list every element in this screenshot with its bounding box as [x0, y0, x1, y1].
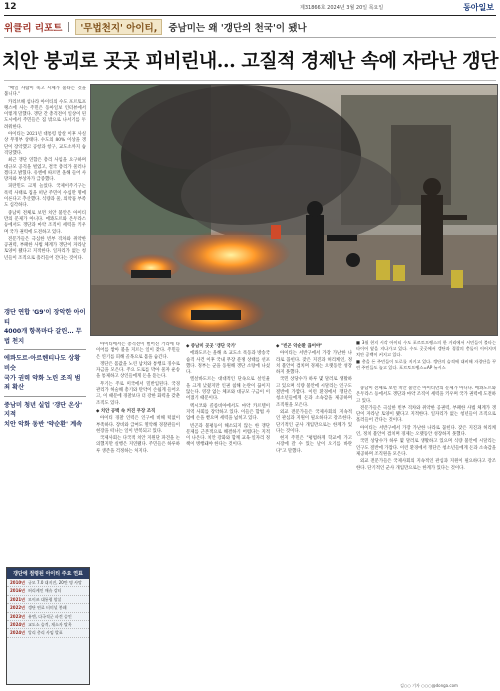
paragraph: 전문가들은 극심한 빈부 격차와 취약한 공권력, 부패한 사법 체계가 갱단이 자라날 토양이 됐다고 지적한다. 일자리가 없는 청년들이 조직으로 흘러들어 간다는 것이다.	[4, 236, 86, 261]
subheading: ◆ "빈곤 악순환 끊어야"	[276, 344, 323, 349]
timeline-year: 2024년	[10, 630, 25, 636]
paragraph: 국민 상당수가 하루 몇 달러로 생활하고 있으며 식량 불안에 시달리는 인구도 절반에 가깝다. 이런 환경에서 갱단은 청소년들에게 돈과 소속감을 제공하며 조직원을 모은다.	[356, 439, 496, 457]
timeline-event: 유엔, 다국적군 파견 승인	[28, 613, 72, 619]
timeline-row	[7, 579, 89, 587]
paragraph: 빈곤과 불평등이 해소되지 않는 한 갱단 문제를 근본적으로 해결하기 어렵다는 지적이 나온다. 치안 강화와 함께 교육·일자리 정책이 병행돼야 한다는 것이다.	[186, 423, 270, 448]
timeline-event: 앙리 총리 사임 발표	[28, 630, 63, 636]
paragraph: 엘살바도르는 대대적인 단속으로 살인율을 크게 낮췄지만 인권 침해 논란이 끊이지 않는다. 영장 없는 체포와 대규모 구금이 이어졌기 때문이다.	[186, 377, 270, 402]
paragraph: 피란민도 크게 늘었다. 국제이주기구는 폭력 사태로 집을 떠난 주민이 수십만 명에 이른다고 추산했다. 식량과 물, 의약품 부족도 심각하다.	[4, 184, 86, 209]
pull-quote-line: 국가 권력 약화 노린 조직 범죄 확산	[4, 374, 81, 392]
paragraph: 국민 상당수가 하루 몇 달러로 생활하고 있으며 식량 불안에 시달리는 인구도 절반에 가깝다. 이런 환경에서 갱단은 청소년들에게 돈과 소속감을 제공하며 조직원을 모은다.	[276, 377, 352, 408]
section-kicker	[4, 19, 496, 35]
paragraph: "매일 사람이 죽고 시체가 불타는 것을 봅니다."	[4, 86, 86, 98]
timeline-row	[7, 596, 89, 604]
issue-info: 제31866호 2024년 3월 20일 목요일	[300, 5, 384, 11]
headline-rule	[4, 80, 496, 81]
paragraph: 현지 주민은 "평범하게 학교에 가고 시장에 갈 수 있는 날이 오기를 바란다"고 말했다.	[276, 436, 352, 454]
timeline-year: 2010년	[10, 580, 25, 585]
paragraph: 중남미 전체로 보면 치안 불안은 아이티만의 문제가 아니다. 에콰도르와 온두라스 등에서도 갱단과 마약 조직이 세력을 키우며 국가 권력에 도전하고 있다.	[4, 210, 86, 235]
kicker-rule	[4, 37, 496, 38]
timeline-event: 규모 7.0 대지진, 20만 명 사망	[28, 580, 82, 585]
timeline-row	[7, 621, 89, 629]
paragraph: 외교 전문가들은 국제사회의 지속적인 관심과 지원이 필요하다고 강조한다. 단기적인 군사 개입만으로는 한계가 있다는 것이다.	[356, 459, 496, 471]
pull-quote	[4, 308, 86, 430]
timeline-list	[7, 579, 89, 638]
subheading: ◆ 치안 공백 속 커진 무장 조직	[96, 408, 156, 414]
paragraph: 외교 전문가들은 국제사회의 지속적인 관심과 지원이 필요하다고 강조한다. 단기적인 군사 개입만으로는 한계가 있다는 것이다.	[276, 409, 352, 434]
pull-quote-divider	[4, 396, 86, 397]
timeline-event: 갱단 연료 터미널 봉쇄	[28, 605, 67, 611]
page-number: 12	[4, 2, 17, 12]
paragraph: 에콰도르는 올해 초 교도소 폭동과 방송국 습격 사건 이후 국내 무장 분쟁 상태를 선포했다. 정부는 군을 동원해 갱단 소탕에 나섰다.	[186, 351, 270, 376]
page-header	[0, 0, 500, 16]
paragraph: 무기는 주로 미국에서 밀반입된다. 국경 관리가 허술해 총기와 탄약이 손쉽게 들어오고, 이 때문에 경찰보다 더 강한 화력을 갖춘 조직도 있다.	[96, 381, 180, 406]
paragraph: 최근 갱단 연합은 총리 사임을 요구하며 대규모 공격을 벌였고, 결국 총리가 물러나겠다고 밝혔다. 유엔에 따르면 올해 들어 사망자와 부상자가 급증했다.	[4, 158, 86, 183]
timeline-event: 교도소 습격, 재소자 탈옥	[28, 622, 72, 628]
paragraph: 카리브해 섬나라 아이티의 수도 포르토프랭스에 사는 주민은 동아일보 인터뷰에서 이렇게 말했다. 갱단 간 총격전이 일상이 된 도시에서 주민들은 집 밖으로 나서기를 두려워한다.	[4, 99, 86, 130]
header-rule	[4, 15, 496, 16]
street-fire-photo	[91, 85, 498, 336]
pull-quote-line: 치안 악화 동반 '약순환' 계속	[4, 420, 83, 428]
article-column-1	[4, 86, 86, 304]
timeline-row	[7, 629, 89, 637]
newspaper-logo: 동아일보	[463, 3, 494, 12]
article-column-4	[276, 342, 352, 680]
timeline-row	[7, 604, 89, 612]
pull-quote-line: 갱단 연합 'G9'이 장악한 아이티	[4, 309, 86, 326]
byline: 김○○ 기자 ○○○@donga.com	[400, 683, 458, 688]
timeline-row	[7, 613, 89, 621]
photo-caption	[356, 340, 496, 373]
kicker-series: 위클리 리포트	[4, 23, 63, 34]
kicker-text: 중남미는 왜 '갱단의 천국'이 됐나	[168, 23, 307, 34]
timeline-event: 허리케인 매슈 강타	[28, 588, 62, 594]
pull-quote-line: 에콰도르·아르헨티나도 상황 비슷	[4, 355, 81, 372]
paragraph: 아이티에서는 총격전이 벌어진 거리에 타이어를 쌓아 불을 지르는 일이 잦다. 주민들은 연기를 피해 골목으로 몸을 숨긴다.	[96, 342, 180, 360]
article-column-2	[96, 342, 180, 680]
kicker-divider	[68, 22, 69, 32]
timeline-year: 2022년	[10, 605, 25, 611]
paragraph: 아이티는 서반구에서 가장 가난한 나라로 꼽힌다. 잦은 지진과 허리케인, 정치 불안이 겹치며 경제는 오랫동안 성장하지 못했다.	[276, 351, 352, 376]
paragraph: 아이티 경찰 인력은 인구에 비해 턱없이 부족하다. 장비와 급여도 열악해 경찰관들이 현장을 떠나는 일이 반복되고 있다.	[96, 416, 180, 434]
timeline-year: 2021년	[10, 596, 25, 602]
pull-quote-line: 중남미 청년 실업 '갱단 온상' 지적	[4, 401, 83, 419]
article-column-5	[356, 386, 496, 678]
article-headline: 치안 붕괴로 곳곳 피비린내… 고질적 경제난 속에 자라난 갱단	[2, 50, 498, 72]
paragraph: 전문가들은 극심한 빈부 격차와 취약한 공권력, 부패한 사법 체계가 갱단이 자라날 토양이 됐다고 지적한다. 일자리가 없는 청년들이 조직으로 흘러들어 간다는 것이다.	[356, 405, 496, 424]
timeline-row	[7, 587, 89, 595]
timeline-year: 2023년	[10, 613, 25, 619]
paragraph: 아이티는 서반구에서 가장 가난한 나라로 꼽힌다. 잦은 지진과 허리케인, 정치 불안이 겹치며 경제는 오랫동안 성장하지 못했다.	[356, 425, 496, 438]
timeline-box	[6, 567, 90, 685]
subheading: ◆ 중남미 곳곳 '갱단 국가'	[186, 344, 237, 349]
article-column-3	[186, 342, 270, 680]
paragraph: 멕시코와 콜롬비아에서도 마약 카르텔이 지역 사회를 장악하고 있다. 이들은 합법 사업에 손을 뻗으며 세력을 넓히고 있다.	[186, 403, 270, 422]
news-photo	[90, 84, 498, 336]
timeline-event: 모이즈 대통령 암살	[28, 596, 62, 602]
pull-quote-line: 4000개 항목마다 갈린… 무법 천지	[4, 328, 82, 345]
pull-quote-divider	[4, 349, 86, 350]
paragraph: 갱단은 몸값을 노린 납치와 통행료 징수로 자금을 모은다. 주요 도로를 막아 물자 운송을 통제하고 상인들에게 돈을 뜯는다.	[96, 361, 180, 380]
paragraph: 중남미 전체로 보면 치안 불안은 아이티만의 문제가 아니다. 에콰도르와 온두라스 등에서도 갱단과 마약 조직이 세력을 키우며 국가 권력에 도전하고 있다.	[356, 386, 496, 404]
paragraph: 국제사회는 다국적 치안 지원단 파견을 논의했지만 실행은 지연됐다. 주민들은 하루하루 생존을 걱정하는 처지다.	[96, 436, 180, 454]
paragraph: 아이티는 2021년 대통령 암살 이후 사실상 무정부 상태다. 수도의 80% 이상을 갱단이 장악했고 공항과 항구, 교도소까지 습격당했다.	[4, 132, 86, 156]
caption-paragraph: ■ 3월 현지 시각 아이티 수도 포르토프랭스의 한 거리에서 시민들이 불타는 타이어 옆을 지나가고 있다. 수도 곳곳에서 갱단과 경찰의 충돌이 이어지며 치안 공백이 커지고 있다.	[356, 340, 496, 357]
timeline-title: 갱단에 점령된 아이티 주요 연표	[7, 568, 89, 579]
caption-paragraph: ■ 총을 든 주민들이 도로를 지키고 있다. 갱단의 습격에 대비해 자경단을 꾸린 주민들도 늘고 있다. 포르토프랭스=AP 뉴시스	[356, 359, 496, 371]
timeline-year: 2024년	[10, 622, 25, 628]
kicker-tag: '무법천지' 아이티,	[75, 19, 162, 35]
timeline-year: 2016년	[10, 588, 25, 594]
